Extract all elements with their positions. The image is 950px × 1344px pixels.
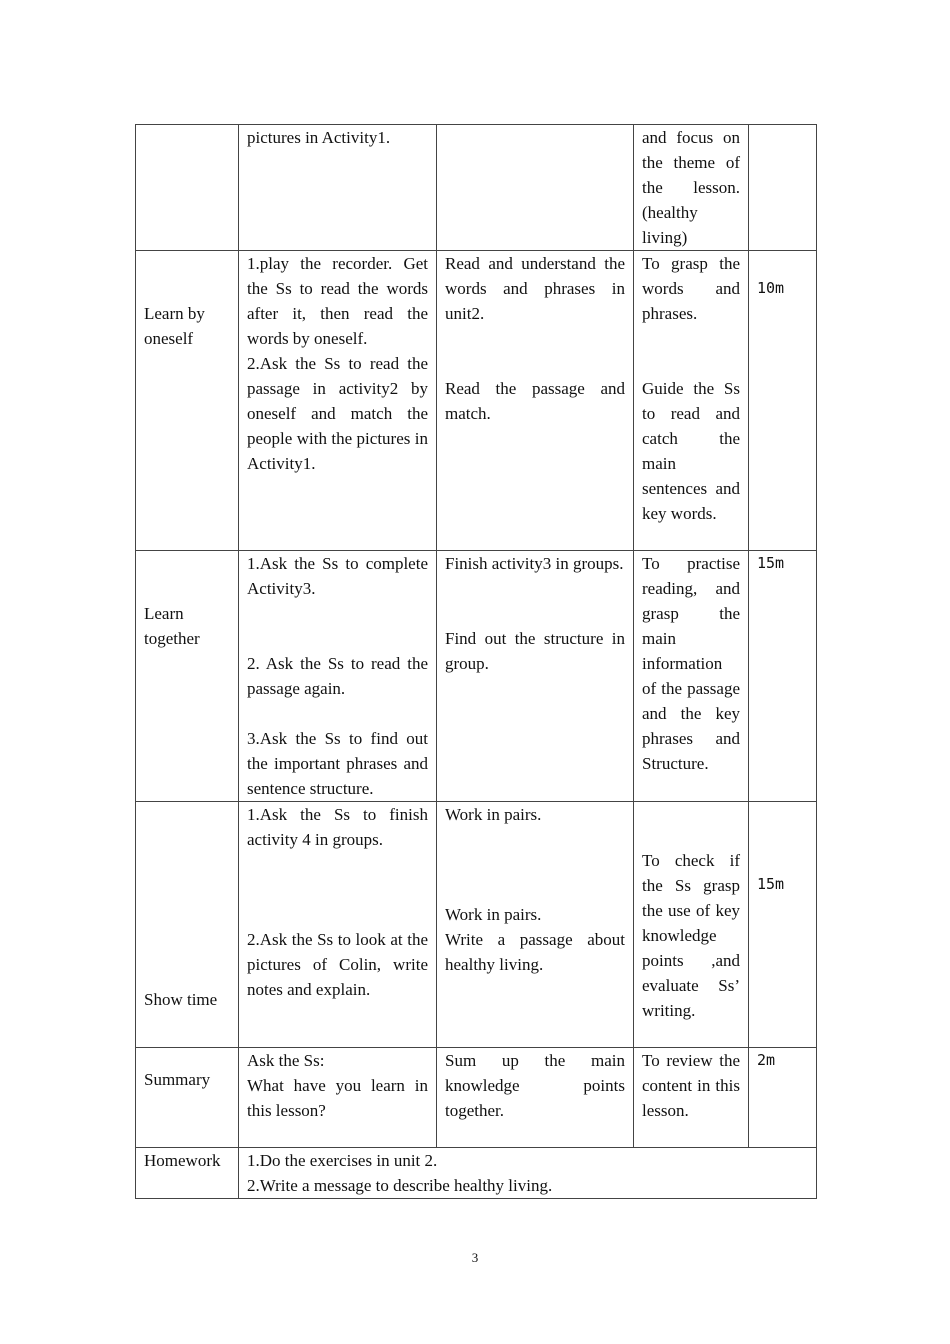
table-row [136, 1148, 817, 1199]
student-activity-cell [437, 551, 634, 802]
purpose-2: Guide the Ss to read and catch the main sentences and key words. [642, 379, 740, 523]
stage-cell [136, 551, 239, 802]
teacher-step-2: 2. Ask the Ss to read the passage again. [247, 654, 428, 698]
teacher-step-1: 1.Ask the Ss to complete Activity3. [247, 554, 428, 598]
stage-label: Learn together [144, 604, 200, 648]
student-step-1: Read and understand the words and phrases in unit2. [445, 254, 625, 323]
table-row [136, 802, 817, 1048]
purpose-text: To check if the Ss grasp the use of key knowledge points ,and evaluate Ss’ writing. [642, 851, 740, 1020]
teacher-step-1: Ask the Ss: [247, 1051, 325, 1070]
time-value: 10m [757, 279, 785, 297]
stage-label: Summary [144, 1070, 211, 1089]
student-step-1: Work in pairs. [445, 805, 542, 824]
student-step-2: Find out the structure in group. [445, 629, 625, 673]
teacher-step-2: 2.Ask the Ss to look at the pictures of Colin, write notes and explain. [247, 930, 428, 999]
table-row [136, 125, 817, 251]
stage-label: Show time [144, 990, 218, 1009]
homework-cell [239, 1148, 817, 1199]
purpose-1: To grasp the words and phrases. [642, 254, 740, 323]
page-number: 3 [471, 1250, 479, 1265]
student-step-3: Write a passage about healthy living. [445, 930, 625, 974]
stage-cell [136, 1048, 239, 1148]
student-activity-cell [437, 251, 634, 551]
stage-cell [136, 1148, 239, 1199]
lesson-plan-table [135, 124, 817, 1199]
stage-cell [136, 802, 239, 1048]
time-value: 15m [757, 554, 785, 572]
student-activity-cell [437, 125, 634, 251]
teacher-step-2: 2.Ask the Ss to read the passage in activity2 by oneself and match the people with the pictures in Activity1. [247, 354, 428, 473]
teacher-step-1: 1.play the recorder. Get the Ss to read the words after it, then read the words by oneself. [247, 254, 428, 348]
time-cell [749, 802, 817, 1048]
purpose-cell [634, 251, 749, 551]
purpose-text: To review the content in this lesson. [642, 1051, 740, 1120]
purpose-cell [634, 802, 749, 1048]
stage-label: Homework [144, 1151, 221, 1170]
purpose-cell: and focus on the theme of the lesson. (healthy living) [634, 125, 749, 251]
teacher-activity-cell [239, 802, 437, 1048]
teacher-activity-cell [239, 251, 437, 551]
student-step-1: Finish activity3 in groups. [445, 554, 624, 573]
purpose-cell [634, 551, 749, 802]
homework-item-1: 1.Do the exercises in unit 2. [247, 1151, 438, 1170]
purpose-cell [634, 1048, 749, 1148]
homework-item-2: 2.Write a message to describe healthy living. [247, 1176, 553, 1195]
purpose-text: To practise reading, and grasp the main information of the passage and the key phrases and Structure. [642, 554, 740, 773]
time-cell [749, 551, 817, 802]
table-row [136, 551, 817, 802]
time-cell [749, 251, 817, 551]
stage-label: Learn by oneself [144, 304, 205, 348]
table-row [136, 1048, 817, 1148]
table-row [136, 251, 817, 551]
time-cell [749, 125, 817, 251]
stage-cell [136, 125, 239, 251]
teacher-step-3: 3.Ask the Ss to find out the important phrases and sentence structure. [247, 729, 428, 798]
teacher-step-1: 1.Ask the Ss to finish activity 4 in groups. [247, 805, 428, 849]
teacher-activity-cell: pictures in Activity1. [239, 125, 437, 251]
student-step-1: Sum up the main knowledge points together. [445, 1051, 625, 1120]
time-value: 15m [757, 875, 785, 893]
student-activity-cell [437, 1048, 634, 1148]
teacher-activity-cell [239, 1048, 437, 1148]
time-cell [749, 1048, 817, 1148]
student-step-2: Work in pairs. [445, 905, 542, 924]
teacher-step-2: What have you learn in this lesson? [247, 1076, 428, 1120]
time-value: 2m [757, 1051, 776, 1069]
student-step-2: Read the passage and match. [445, 379, 625, 423]
student-activity-cell [437, 802, 634, 1048]
teacher-activity-cell [239, 551, 437, 802]
stage-cell [136, 251, 239, 551]
